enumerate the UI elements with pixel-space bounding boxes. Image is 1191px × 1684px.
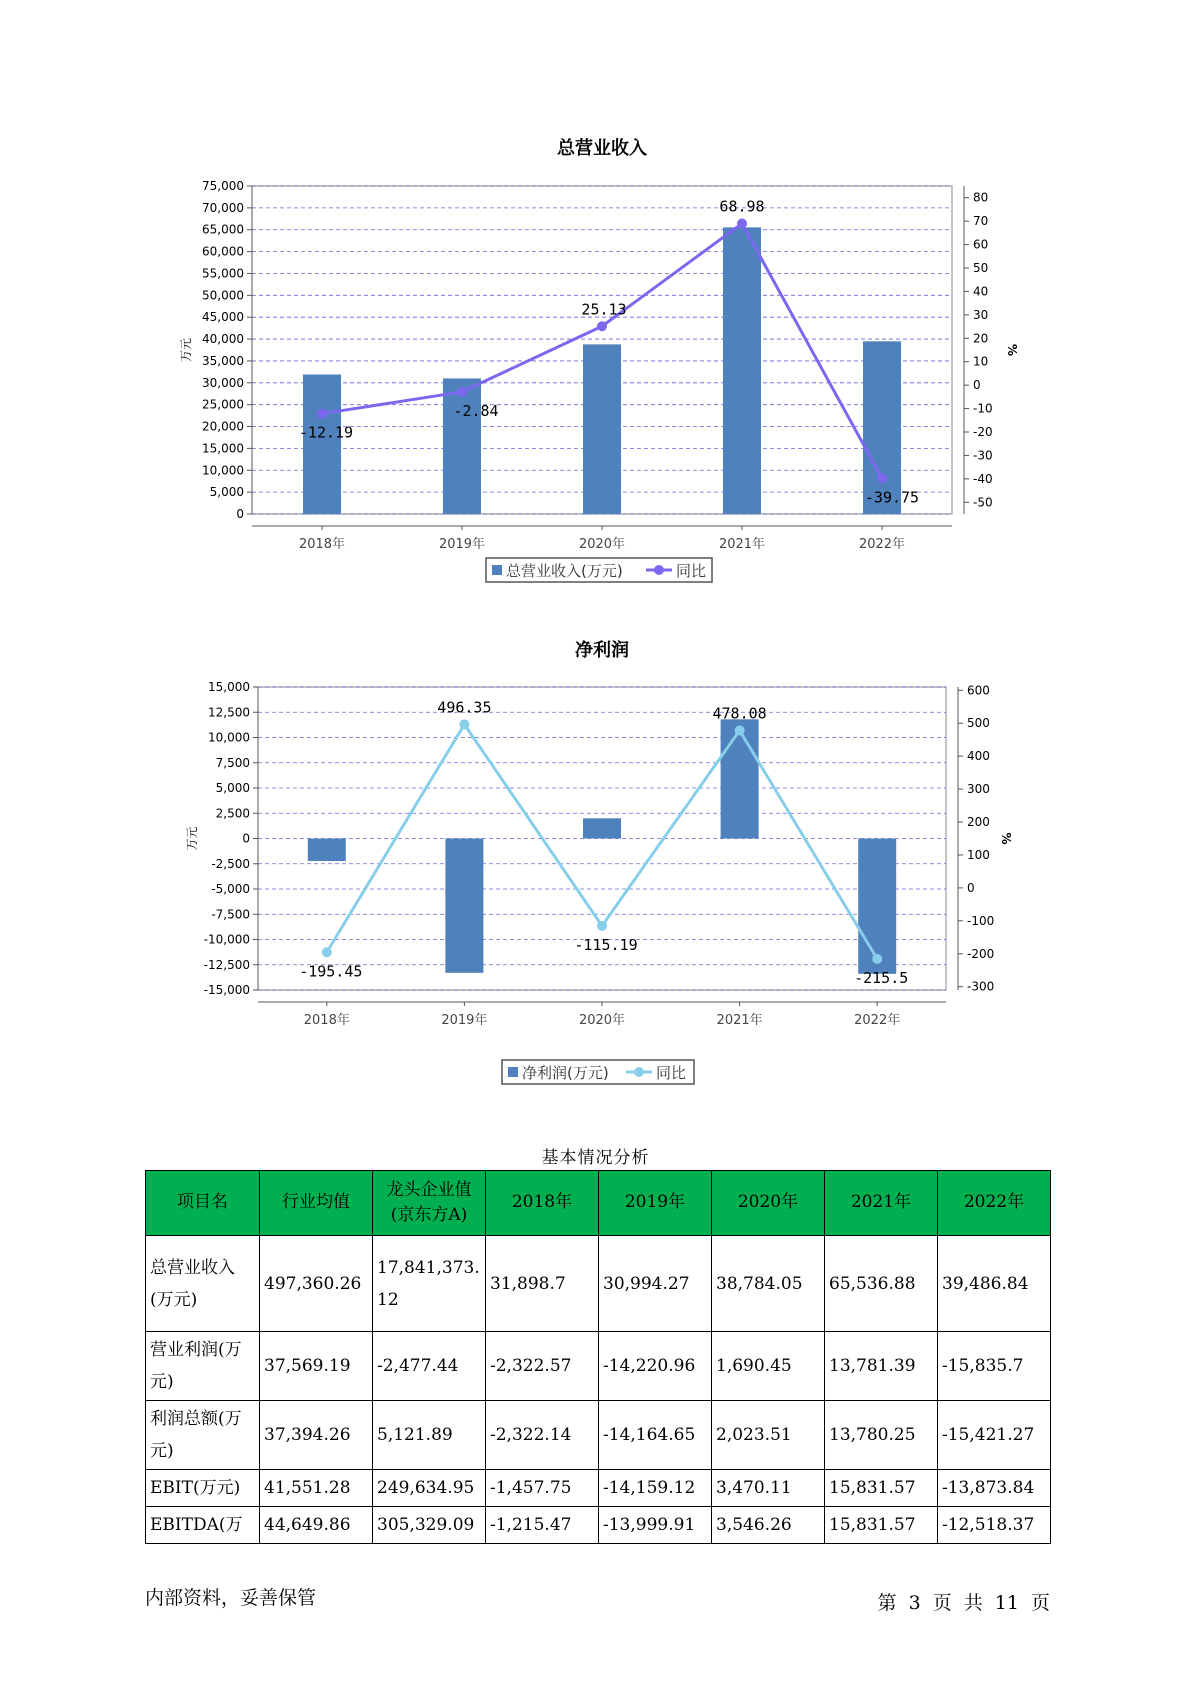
cell-value: 249,634.95 — [373, 1470, 486, 1507]
y-axis-title: 万元 — [185, 826, 199, 851]
bar — [445, 839, 483, 973]
row-name: EBITDA(万 — [146, 1507, 260, 1544]
y-tick-label: 60,000 — [202, 244, 244, 259]
bar — [723, 227, 761, 514]
yoy-point — [735, 725, 745, 735]
cell-value: 3,470.11 — [712, 1470, 825, 1507]
cell-value: 65,536.88 — [825, 1236, 938, 1332]
y-tick-label: -15,000 — [203, 983, 250, 997]
y-tick-label: 70,000 — [202, 200, 244, 215]
table-caption: 基本情况分析 — [541, 1148, 650, 1168]
bar — [303, 374, 341, 514]
yoy-point — [317, 409, 327, 419]
cell-value: -1,457.75 — [486, 1470, 599, 1507]
y2-axis-title: % — [999, 832, 1013, 845]
yoy-point — [597, 921, 607, 931]
data-label: -12.19 — [298, 423, 354, 442]
y-tick-label: 30,000 — [202, 375, 244, 390]
cell-value: 1,690.45 — [712, 1332, 825, 1401]
x-tick-label: 2022年 — [858, 537, 906, 552]
data-label: -39.75 — [864, 488, 920, 507]
table-row — [146, 1236, 1051, 1332]
y2-tick-label: 80 — [973, 190, 989, 205]
yoy-point — [322, 947, 332, 957]
legend-line-label: 同比 — [656, 1064, 687, 1082]
cell-value: -14,220.96 — [599, 1332, 712, 1401]
cell-value: 15,831.57 — [825, 1470, 938, 1507]
y2-tick-label: 200 — [967, 815, 990, 830]
x-tick-label: 2021年 — [716, 1013, 763, 1028]
cell-value: 15,831.57 — [825, 1507, 938, 1544]
y2-tick-label: -20 — [973, 425, 993, 439]
x-tick-label: 2018年 — [298, 537, 346, 552]
x-tick-label: 2019年 — [438, 537, 486, 552]
row-name: EBIT(万元) — [146, 1470, 260, 1507]
y2-tick-label: 40 — [973, 284, 989, 299]
data-label: -215.5 — [854, 968, 909, 987]
revenue-chart — [0, 130, 1191, 600]
footer-page-number: 第 3 页 共 11 页 — [877, 1592, 1050, 1614]
legend-line-label: 同比 — [676, 562, 707, 580]
y2-tick-label: 0 — [967, 880, 975, 895]
yoy-point — [872, 954, 882, 964]
cell-value: 497,360.26 — [260, 1236, 373, 1332]
cell-value: -12,518.37 — [938, 1507, 1051, 1544]
legend-bar-swatch — [508, 1067, 518, 1077]
y2-tick-label: 0 — [973, 378, 981, 393]
cell-value: -13,873.84 — [938, 1470, 1051, 1507]
cell-value: 17,841,373.12 — [373, 1236, 486, 1332]
y-tick-label: -12,500 — [203, 957, 250, 972]
net-profit-chart — [0, 632, 1191, 1102]
table-row — [146, 1470, 1051, 1507]
header-2020: 2020年 — [712, 1171, 825, 1236]
bar — [583, 818, 621, 838]
chart-title: 总营业收入 — [557, 138, 647, 159]
table-header-row — [146, 1171, 1051, 1236]
yoy-point — [877, 473, 887, 483]
header-2019: 2019年 — [599, 1171, 712, 1236]
cell-value: 37,569.19 — [260, 1332, 373, 1401]
footer-confidential-note: 内部资料，妥善保管 — [145, 1587, 317, 1609]
header-leader-value: 龙头企业值(京东方A) — [373, 1171, 486, 1236]
bar — [443, 378, 481, 514]
y2-tick-label: -200 — [967, 946, 995, 961]
x-tick-label: 2022年 — [854, 1013, 901, 1028]
header-industry-avg: 行业均值 — [260, 1171, 373, 1236]
cell-value: -14,159.12 — [599, 1470, 712, 1507]
cell-value: 3,546.26 — [712, 1507, 825, 1544]
y-tick-label: 75,000 — [202, 179, 244, 193]
legend-line-marker — [654, 565, 664, 575]
y2-tick-label: 30 — [973, 307, 989, 322]
y2-tick-label: 300 — [967, 782, 990, 797]
y-tick-label: 10,000 — [202, 463, 244, 478]
y2-tick-label: 20 — [973, 331, 989, 346]
header-2021: 2021年 — [825, 1171, 938, 1236]
y2-tick-label: -100 — [967, 913, 995, 928]
x-tick-label: 2018年 — [303, 1013, 350, 1028]
y2-axis-title: % — [1005, 343, 1019, 357]
y-tick-label: 5,000 — [215, 781, 250, 795]
data-label: -195.45 — [299, 962, 363, 981]
legend-bar-label: 总营业收入(万元) — [506, 562, 623, 580]
x-tick-label: 2020年 — [578, 1013, 626, 1028]
cell-value: 13,780.25 — [825, 1401, 938, 1470]
y-tick-label: 15,000 — [208, 680, 250, 694]
table-row — [146, 1332, 1051, 1401]
y2-tick-label: -50 — [973, 495, 993, 510]
x-tick-label: 2020年 — [578, 537, 626, 552]
y2-tick-label: -300 — [967, 979, 995, 994]
y2-tick-label: 600 — [967, 683, 990, 698]
cell-value: 305,329.09 — [373, 1507, 486, 1544]
cell-value: -2,322.57 — [486, 1332, 599, 1401]
y2-tick-label: 50 — [973, 261, 989, 275]
y-tick-label: -10,000 — [203, 932, 250, 947]
data-label: -2.84 — [453, 401, 499, 420]
row-name: 总营业收入(万元) — [146, 1236, 260, 1332]
cell-value: -13,999.91 — [599, 1507, 712, 1544]
cell-value: -1,215.47 — [486, 1507, 599, 1544]
y-tick-label: 0 — [242, 831, 250, 846]
y2-tick-label: 100 — [967, 847, 990, 862]
cell-value: 39,486.84 — [938, 1236, 1051, 1332]
legend — [502, 1060, 694, 1084]
y2-tick-label: -10 — [973, 401, 993, 416]
bar — [858, 839, 896, 974]
y-axis-title: 万元 — [179, 337, 193, 363]
y-tick-label: 15,000 — [202, 441, 244, 456]
cell-value: -14,164.65 — [599, 1401, 712, 1470]
yoy-point — [459, 719, 469, 729]
y2-tick-label: 500 — [967, 716, 990, 731]
x-tick-label: 2019年 — [441, 1013, 488, 1028]
bar — [308, 839, 346, 862]
y-tick-label: 40,000 — [202, 332, 244, 347]
cell-value: 5,121.89 — [373, 1401, 486, 1470]
legend-bar-label: 净利润(万元) — [522, 1064, 609, 1082]
legend-line-marker — [634, 1067, 644, 1077]
y-tick-label: 20,000 — [202, 419, 244, 434]
bar — [583, 344, 621, 514]
cell-value: 31,898.7 — [486, 1236, 599, 1332]
table-row — [146, 1507, 1051, 1544]
y-tick-label: 10,000 — [208, 730, 250, 745]
yoy-point — [597, 321, 607, 331]
x-tick-label: 2021年 — [718, 537, 766, 552]
cell-value: 37,394.26 — [260, 1401, 373, 1470]
y-tick-label: 0 — [236, 507, 244, 521]
header-2018: 2018年 — [486, 1171, 599, 1236]
y-tick-label: 25,000 — [202, 397, 244, 412]
cell-value: 44,649.86 — [260, 1507, 373, 1544]
basic-analysis-table — [145, 1170, 1051, 1544]
cell-value: -2,477.44 — [373, 1332, 486, 1401]
legend-bar-swatch — [492, 565, 502, 575]
table-row — [146, 1401, 1051, 1470]
cell-value: 30,994.27 — [599, 1236, 712, 1332]
data-label: 478.08 — [712, 704, 767, 723]
y-tick-label: 65,000 — [202, 222, 244, 237]
header-2022: 2022年 — [938, 1171, 1051, 1236]
yoy-point — [457, 387, 467, 397]
y2-tick-label: 70 — [973, 214, 989, 229]
cell-value: 13,781.39 — [825, 1332, 938, 1401]
y-tick-label: 5,000 — [209, 485, 244, 500]
row-name: 营业利润(万元) — [146, 1332, 260, 1401]
y-tick-label: 55,000 — [202, 266, 244, 281]
bar — [721, 719, 759, 838]
data-label: -115.19 — [574, 935, 638, 954]
data-label: 496.35 — [437, 698, 492, 717]
y-tick-label: -5,000 — [211, 882, 250, 896]
y2-tick-label: 10 — [973, 354, 989, 369]
y-tick-label: -2,500 — [211, 856, 250, 871]
cell-value: 41,551.28 — [260, 1470, 373, 1507]
chart-title: 净利润 — [575, 640, 629, 661]
y2-tick-label: -40 — [973, 471, 993, 486]
y2-tick-label: -30 — [973, 448, 993, 463]
y2-tick-label: 400 — [967, 749, 990, 764]
row-name: 利润总额(万元) — [146, 1401, 260, 1470]
data-label: 68.98 — [719, 197, 765, 216]
cell-value: 2,023.51 — [712, 1401, 825, 1470]
cell-value: -2,322.14 — [486, 1401, 599, 1470]
cell-value: -15,421.27 — [938, 1401, 1051, 1470]
legend — [486, 558, 712, 582]
data-label: 25.13 — [581, 300, 627, 319]
y-tick-label: 2,500 — [215, 806, 250, 821]
y-tick-label: 7,500 — [215, 755, 250, 770]
y-tick-label: 35,000 — [202, 353, 244, 368]
cell-value: 38,784.05 — [712, 1236, 825, 1332]
yoy-point — [737, 219, 747, 229]
y2-tick-label: 60 — [973, 237, 989, 252]
cell-value: -15,835.7 — [938, 1332, 1051, 1401]
y-tick-label: 45,000 — [202, 310, 244, 325]
header-item-name: 项目名 — [146, 1171, 260, 1236]
y-tick-label: -7,500 — [211, 907, 250, 922]
y-tick-label: 12,500 — [208, 705, 250, 720]
y-tick-label: 50,000 — [202, 288, 244, 303]
